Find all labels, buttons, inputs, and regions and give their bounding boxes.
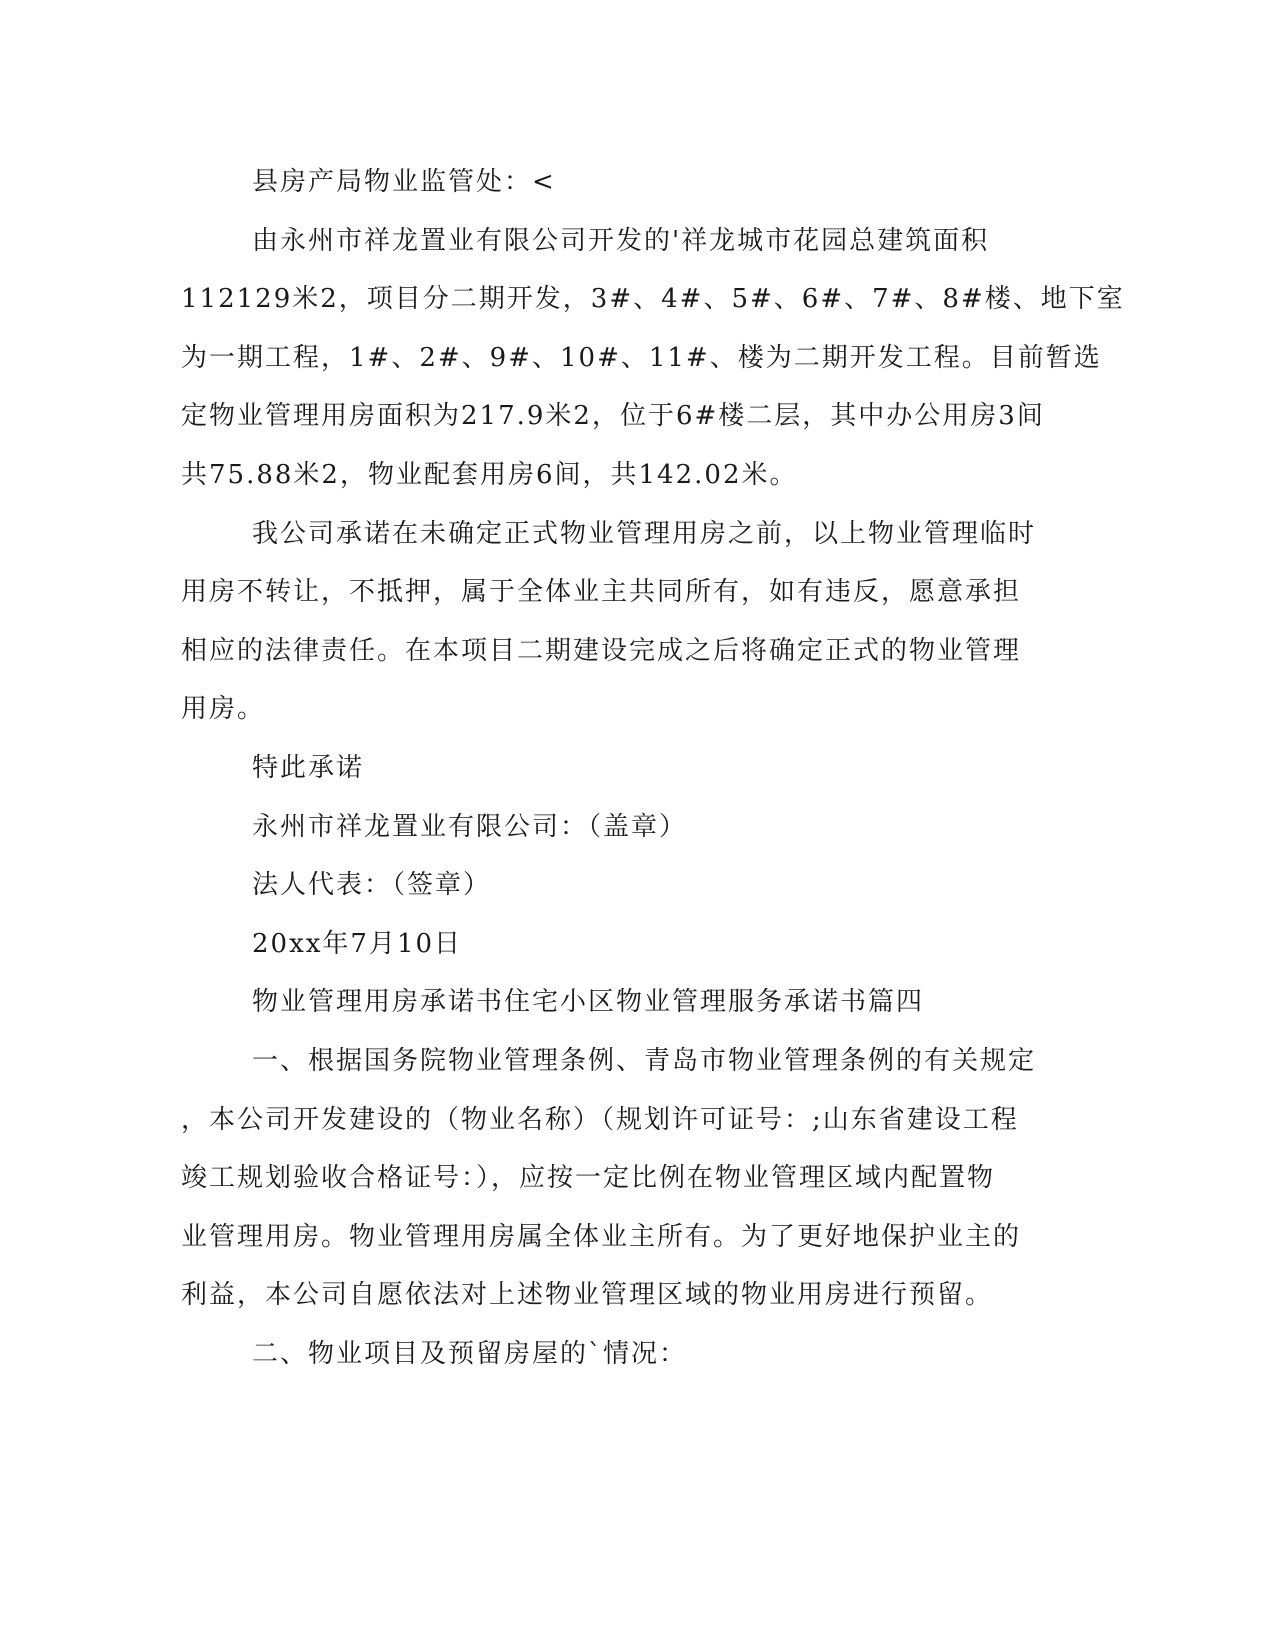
paragraph-1-line-3: 为一期工程，1#、2#、9#、10#、11#、楼为二期开发工程。目前暂选 <box>181 343 1102 373</box>
paragraph-2-line-3: 相应的法律责任。在本项目二期建设完成之后将确定正式的物业管理 <box>181 636 1022 666</box>
company-seal-line: 永州市祥龙置业有限公司：（盖章） <box>252 812 688 842</box>
paragraph-2-line-4: 用房。 <box>181 694 266 724</box>
paragraph-2-line-2: 用房不转让，不抵押，属于全体业主共同所有，如有违反，愿意承担 <box>181 577 1022 607</box>
paragraph-1-line-1: 由永州市祥龙置业有限公司开发的'祥龙城市花园总建筑面积 <box>252 226 990 256</box>
section-title: 物业管理用房承诺书住宅小区物业管理服务承诺书篇四 <box>252 987 925 1017</box>
closing-statement: 特此承诺 <box>252 753 365 783</box>
paragraph-3-line-3: 竣工规划验收合格证号：），应按一定比例在物业管理区域内配置物 <box>181 1163 996 1193</box>
paragraph-3-line-1: 一、根据国务院物业管理条例、青岛市物业管理条例的有关规定 <box>252 1046 1037 1076</box>
paragraph-2-line-1: 我公司承诺在未确定正式物业管理用房之前，以上物业管理临时 <box>252 519 1037 549</box>
paragraph-1-line-2: 112129米2，项目分二期开发，3#、4#、5#、6#、7#、8#楼、地下室 <box>181 284 1125 314</box>
date-line: 20xx年7月10日 <box>252 929 463 959</box>
paragraph-1-line-5: 共75.88米2，物业配套用房6间，共142.02米。 <box>181 460 798 490</box>
paragraph-4-line-1: 二、物业项目及预留房屋的`情况： <box>252 1339 688 1369</box>
legal-representative-line: 法人代表：（签章） <box>252 870 492 900</box>
addressee-line: 县房产局物业监管处：< <box>252 167 556 197</box>
paragraph-3-line-5: 利益，本公司自愿依法对上述物业管理区域的物业用房进行预留。 <box>181 1280 994 1310</box>
paragraph-3-line-2: ，本公司开发建设的（物业名称）（规划许可证号：;山东省建设工程 <box>181 1105 1019 1135</box>
paragraph-3-line-4: 业管理用房。物业管理用房属全体业主所有。为了更好地保护业主的 <box>181 1222 1022 1252</box>
paragraph-1-line-4: 定物业管理用房面积为217.9米2，位于6#楼二层，其中办公用房3间 <box>181 401 1045 431</box>
